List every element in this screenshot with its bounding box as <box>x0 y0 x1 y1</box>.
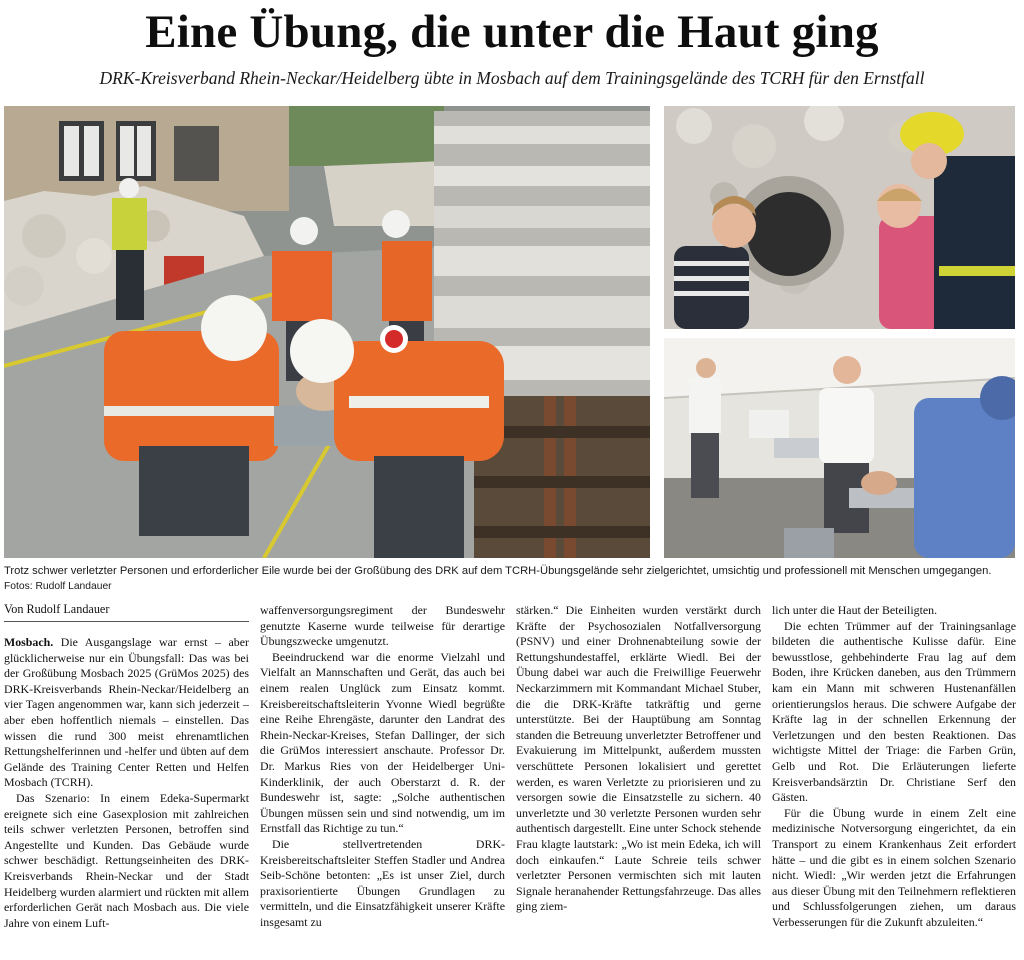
paragraph: Beeindruckend war die enorme Vielzahl und Vielfalt an Mannschaften und Gerät, das auch bei einem realen Unglück zum Einsatz kommt. Kreisbereitschaftsleiterin Yvonne Wiedl begrüßte eine Reihe Ehrengäste, darunter den Landrat des Rhein-Neckar-Kreises, Stefan Dallinger, der sich die GrüMos interessiert anschaute. Professor Dr. Dr. Markus Ries von der Heidelberger Uni-Kinderklinik, der auch Oberstarzt d. R. der Bundeswehr ist, sagte: „Solche authentischen Übungen müssen sein und sind notwendig, um im Ernstfall das Richtige zu tun.“ <box>260 649 505 836</box>
paragraph-text: Die Ausgangslage war ernst – aber glücklicherweise nur ein Übungsfall: Das was bei der Großübung Mosbach 2025 (GrüMos 2025) des DRK-Kreisverbands Rhein-Neckar/Heidelberg an vier Tagen angenommen war, kann sich jederzeit – aber eben hoffentlich niemals – einstellen. Das wissen die rund 300 meist ehrenamtlichen Rettungshelferinnen und -helfer und übten auf dem Gelände des Training Center Retten und Helfen Mosbach (TCRH). <box>4 635 249 790</box>
paragraph: Die echten Trümmer auf der Trainingsanlage bildeten die authentische Kulisse dafür. Eine bewusstlose, gehbehinderte Frau lag auf dem Boden, ihre Krücken daneben, aus den Trümmern kam ein Mann mit schweren Hustenanfällen orientierungslos heraus. Die schwere Aufgabe der Kräfte lag in der schnellen Erkennung der Verletzungen und den besten Reaktionen. Das wichtigste Mittel der Triage: die Farben Grün, Gelb und Rot. Die Erläuterungen lieferte Kreisverbandsärztin Dr. Christiane Serf den Gästen. <box>772 618 1016 805</box>
photo-credit: Fotos: Rudolf Landauer <box>4 581 112 592</box>
subheadline: DRK-Kreisverband Rhein-Neckar/Heidelberg übte in Mosbach auf dem Trainingsgelände des TCRH für den Ernstfall <box>99 68 925 88</box>
paragraph: Für die Übung wurde in einem Zelt eine medizinische Notversorgung eingerichtet, da ein Transport zu einem Krankenhaus Zeit erfordert hätte – und die gibt es in einem solchen Szenario nicht. Wiedl: „Wir werden jetzt die Erfahrungen aus dieser Übung mit den Teilnehmern reflektieren und Schlussfolgerungen ziehen, um daraus Verbesserungen für die Zukunft abzuleiten.“ <box>772 805 1016 929</box>
byline-rule <box>4 621 249 622</box>
paragraph: lich unter die Haut der Beteiligten. <box>772 603 938 617</box>
paragraph <box>4 635 249 791</box>
paragraph: Das Szenario: In einem Edeka-Supermarkt ereignete sich eine Gasexplosion mit zahlreichen teils schwer verletzten Personen, betroffen sind Angestellte und Kunden. Das Gebäude wurde schwer beschädigt. Rettungseinheiten des DRK-Kreisverbands Rhein-Neckar und der Stadt Heidelberg wurden alarmiert und rückten mit allem erforderlichen Gerät nach Mosbach aus. Die viele Jahre von einem Luft- <box>4 790 249 930</box>
photo-rubble-pile-scene <box>664 106 1015 329</box>
byline: Von Rudolf Landauer <box>4 602 110 616</box>
article-column-2 <box>260 603 505 959</box>
paragraph: Die stellvertretenden DRK-Kreisbereitschaftsleiter Steffen Stadler und Andrea Seib-Schöne betonten: „Es ist unser Ziel, durch praxisorientierte Übungen Grundlagen zu vermitteln, und die Einsatzfähigkeit unserer Kräfte insgesamt zu <box>260 836 505 929</box>
photo-caption <box>4 564 1016 594</box>
dateline: Mosbach. <box>4 635 54 649</box>
photo-main-rescue-scene <box>4 106 650 558</box>
paragraph: waffenversorgungsregiment der Bundeswehr genutzte Kaserne wurde teilweise für derartige Übungszwecke umgenutzt. <box>260 603 505 649</box>
photo-medical-tent-scene <box>664 338 1015 558</box>
caption-text: Trotz schwer verletzter Personen und erforderlicher Eile wurde bei der Großübung des DRK auf dem TCRH-Übungsgelände sehr zielgerichtet, umsichtig und professionell mit Menschen umgegangen. <box>4 565 992 577</box>
paragraph: stärken.“ Die Einheiten wurden verstärkt durch Kräfte der Psychosozialen Notfallversorgung (PSNV) und einer Drohnenabteilung sowie der Rettungshundestaffel, erklärte Wiedl. Bei der Übung dabei war auch die Freiwillige Feuerwehr Neckarzimmern mit Kommandant Michael Stuber, die die DRK-Kräfte tatkräftig und gerne unterstützte. Bei der Hauptübung am Sonntag standen die Betreuung unverletzter Betroffener und Evakuierung im Mittelpunkt, außerdem mussten verschüttete Personen lokalisiert und gerettet werden, es waren Verletzte zu priorisieren und zu versorgen sowie die Einsatzstelle zu sichern. 40 unverletzte und 30 verletzte Personen wurden sehr authentisch dargestellt. Eine unter Schock stehende Frau klagte lautstark: „Wo ist mein Edeka, ich will doch einkaufen.“ Laute Schreie teils schwer verletzter Personen vermischten sich mit lauten Signale heranahender Rettungsfahrzeuge. Das alles ging ziem- <box>516 603 761 914</box>
article-column-1 <box>4 635 249 959</box>
article-column-3 <box>516 603 761 959</box>
headline: Eine Übung, die unter die Haut ging <box>145 6 879 58</box>
article-column-4 <box>772 603 1016 959</box>
